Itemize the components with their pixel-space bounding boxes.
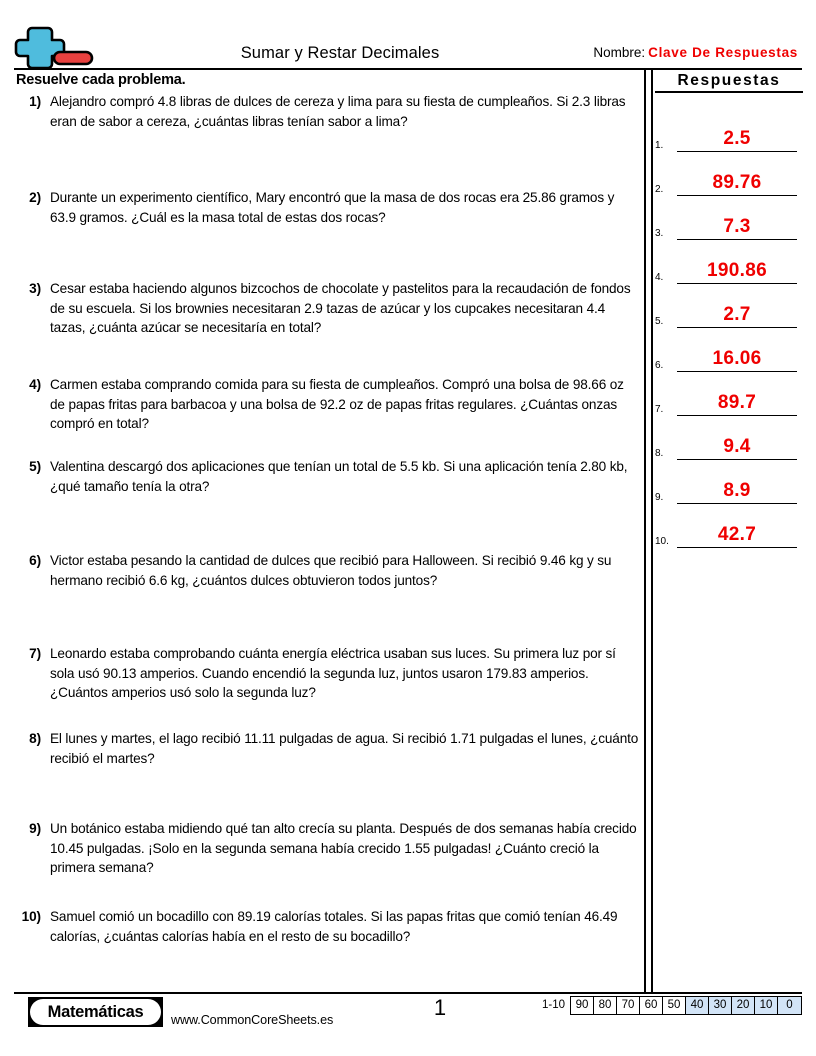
answer-value: 7.3 bbox=[723, 216, 751, 237]
answer-index: 2. bbox=[655, 184, 664, 195]
answer-row bbox=[655, 328, 797, 372]
problem-text: Alejandro compró 4.8 libras de dulces de cereza y lima para su fiesta de cumpleaños. Si 2.3 libras eran de sabor a cereza, ¿cuántas libras tenían sabor a lima? bbox=[50, 94, 626, 129]
answer-value: 9.4 bbox=[723, 436, 751, 457]
brand-pill bbox=[30, 999, 161, 1025]
score-cell: 90 bbox=[571, 997, 594, 1014]
score-cell: 60 bbox=[640, 997, 663, 1014]
answer-row bbox=[655, 196, 797, 240]
footer-divider bbox=[14, 992, 802, 994]
problem-number: 9) bbox=[29, 821, 41, 836]
answer-row bbox=[655, 372, 797, 416]
name-label: Nombre: bbox=[593, 45, 646, 60]
problem-text: Carmen estaba comprando comida para su fiesta de cumpleaños. Compró una bolsa de 98.66 oz de papas fritas para barbacoa y una bolsa de 92.2 oz de papas fritas regulares. ¿Cuántas onzas compró en total? bbox=[50, 377, 624, 432]
score-cell: 50 bbox=[663, 997, 686, 1014]
problem-text: Durante un experimento científico, Mary encontró que la masa de dos rocas era 25.86 gramos y 63.9 gramos. ¿Cuál es la masa total de estas dos rocas? bbox=[50, 190, 615, 225]
score-scale bbox=[542, 996, 802, 1015]
score-cell: 20 bbox=[732, 997, 755, 1014]
problem-text: Victor estaba pesando la cantidad de dulces que recibió para Halloween. Si recibió 9.46 kg y su hermano recibió 6.6 kg, ¿cuántos dulces obtuvieron todos juntos? bbox=[50, 553, 612, 588]
answer-index: 4. bbox=[655, 272, 664, 283]
problem-number: 4) bbox=[29, 377, 41, 392]
problem-number: 1) bbox=[29, 94, 41, 109]
plus-minus-logo-icon bbox=[14, 24, 106, 68]
name-field bbox=[593, 45, 798, 60]
answer-row bbox=[655, 284, 797, 328]
problem-text: Un botánico estaba midiendo qué tan alto crecía su planta. Después de dos semanas había crecido 10.45 pulgadas. ¡Solo en la segunda semana había crecido 1.55 pulgadas! ¿Cuánto creció la primera semana? bbox=[50, 821, 637, 876]
problem-item bbox=[14, 644, 640, 703]
answer-row bbox=[655, 460, 797, 504]
problem-number: 3) bbox=[29, 281, 41, 296]
answer-row bbox=[655, 152, 797, 196]
problem-number: 8) bbox=[29, 731, 41, 746]
score-cell: 0 bbox=[778, 997, 801, 1014]
problem-item bbox=[14, 92, 640, 131]
problem-text: El lunes y martes, el lago recibió 11.11 pulgadas de agua. Si recibió 1.71 pulgadas el lunes, ¿cuánto recibió el martes? bbox=[50, 731, 639, 766]
answer-index: 8. bbox=[655, 448, 664, 459]
column-divider-outer bbox=[644, 68, 646, 993]
score-cell: 40 bbox=[686, 997, 709, 1014]
header-divider bbox=[14, 68, 802, 70]
problem-text: Valentina descargó dos aplicaciones que tenían un total de 5.5 kb. Si una aplicación tenía 2.80 kb, ¿qué tamaño tenía la otra? bbox=[50, 459, 628, 494]
instructions-text: Resuelve cada problema. bbox=[16, 72, 186, 88]
score-cell: 80 bbox=[594, 997, 617, 1014]
problem-item bbox=[14, 819, 640, 878]
problem-text: Leonardo estaba comprobando cuánta energía eléctrica usaban sus luces. Su primera luz por sí sola usó 90.13 amperios. Cuando encendió la segunda luz, juntos usaron 179.83 amperios. ¿Cuántos amperios usó solo la segunda luz? bbox=[50, 646, 616, 701]
name-value: Clave De Respuestas bbox=[648, 45, 798, 60]
column-divider-inner bbox=[651, 68, 653, 993]
problem-number: 5) bbox=[29, 459, 41, 474]
answer-value: 16.06 bbox=[712, 348, 762, 369]
problem-item bbox=[14, 279, 640, 338]
answer-row bbox=[655, 504, 797, 548]
answer-index: 9. bbox=[655, 492, 664, 503]
brand-logo bbox=[28, 997, 163, 1027]
problem-item bbox=[14, 457, 640, 496]
page-title: Sumar y Restar Decimales bbox=[240, 44, 440, 62]
score-cell: 10 bbox=[755, 997, 778, 1014]
problem-number: 2) bbox=[29, 190, 41, 205]
problem-item bbox=[14, 907, 640, 946]
problem-item bbox=[14, 729, 640, 768]
brand-label: Matemáticas bbox=[47, 1002, 144, 1021]
answer-index: 5. bbox=[655, 316, 664, 327]
problem-number: 6) bbox=[29, 553, 41, 568]
score-cell: 30 bbox=[709, 997, 732, 1014]
answer-key-title: Respuestas bbox=[655, 72, 803, 93]
answer-value: 2.7 bbox=[723, 304, 751, 325]
problem-item bbox=[14, 375, 640, 434]
answer-index: 1. bbox=[655, 140, 664, 151]
score-cell-group bbox=[570, 996, 802, 1015]
answer-value: 8.9 bbox=[723, 480, 751, 501]
problem-number: 7) bbox=[29, 646, 41, 661]
worksheet-header bbox=[0, 0, 816, 68]
answer-value: 42.7 bbox=[717, 524, 757, 545]
answer-value: 190.86 bbox=[707, 260, 767, 281]
answer-blank-line bbox=[677, 547, 797, 548]
answer-index: 3. bbox=[655, 228, 664, 239]
problem-text: Cesar estaba haciendo algunos bizcochos de chocolate y pastelitos para la recaudación de fondos de su escuela. Si los brownies necesitaran 2.9 tazas de azúcar y los cupcakes necesitaran 4.4 tazas, ¿cuánta azúcar se necesitaría en total? bbox=[50, 281, 631, 336]
score-cell: 70 bbox=[617, 997, 640, 1014]
problem-item bbox=[14, 188, 640, 227]
answer-index: 7. bbox=[655, 404, 664, 415]
answer-row bbox=[655, 240, 797, 284]
problem-number: 10) bbox=[21, 909, 41, 924]
answer-value: 2.5 bbox=[723, 128, 751, 149]
score-range-label: 1-10 bbox=[541, 999, 565, 1011]
answer-value: 89.7 bbox=[717, 392, 757, 413]
page-number: 1 bbox=[433, 995, 447, 1020]
answer-value: 89.76 bbox=[712, 172, 762, 193]
problem-text: Samuel comió un bocadillo con 89.19 calorías totales. Si las papas fritas que comió tenían 46.49 calorías, ¿cuántas calorías había en el resto de su bocadillo? bbox=[50, 909, 618, 944]
site-url: www.CommonCoreSheets.es bbox=[171, 1013, 334, 1027]
problem-item bbox=[14, 551, 640, 590]
answer-row bbox=[655, 416, 797, 460]
answer-index: 10. bbox=[655, 536, 669, 547]
answer-index: 6. bbox=[655, 360, 664, 371]
answer-row bbox=[655, 108, 797, 152]
